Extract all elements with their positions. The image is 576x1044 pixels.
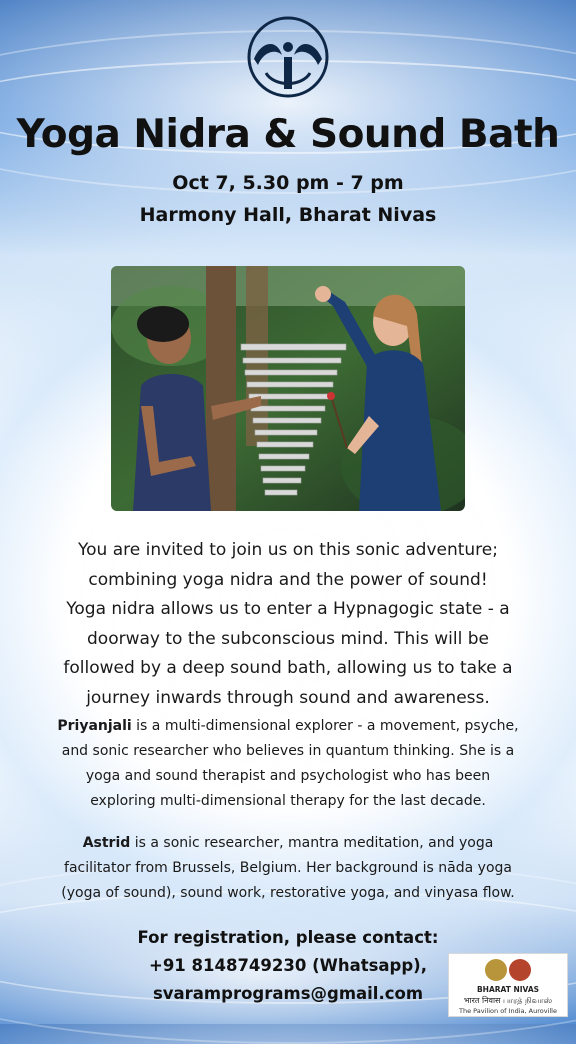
bio-line	[22, 714, 554, 739]
event-date-time: Oct 7, 5.30 pm - 7 pm	[172, 172, 404, 194]
event-title: Yoga Nidra & Sound Bath	[16, 112, 560, 157]
svaram-logo-icon	[246, 15, 330, 99]
bio-astrid	[22, 831, 554, 906]
bio-line: (yoga of sound), sound work, restorative yoga, and vinyasa flow.	[61, 885, 515, 901]
badge-name: BHARAT NIVAS	[476, 985, 540, 994]
description-line: You are invited to join us on this sonic adventure;	[78, 540, 498, 560]
badge-tagline: The Pavilion of India, Auroville	[459, 1007, 557, 1015]
bio-line	[22, 831, 554, 856]
bio-line: yoga and sound therapist and psychologist who has been	[85, 768, 491, 784]
description-line: journey inwards through sound and awareness.	[86, 687, 490, 708]
badge-dot-icon	[485, 959, 507, 981]
description-line: Yoga nidra allows us to enter a Hypnagogic state - a	[66, 599, 510, 619]
contact-email[interactable]: svaramprograms@gmail.com	[152, 984, 424, 1003]
registration-contact	[112, 924, 464, 1008]
contact-heading: For registration, please contact:	[137, 928, 439, 947]
badge-logo-icon	[449, 959, 567, 983]
bharat-nivas-badge	[448, 953, 568, 1017]
contact-phone[interactable]: +91 8148749230 (Whatsapp),	[149, 956, 427, 975]
description-line: combining yoga nidra and the power of sound!	[88, 569, 488, 590]
bio-text: is a multi-dimensional explorer - a movement, psyche,	[131, 718, 519, 734]
description-line: doorway to the subconscious mind. This will be	[87, 628, 489, 649]
bio-line: and sonic researcher who believes in quantum thinking. She is a	[61, 743, 515, 759]
bio-priyanjali	[22, 714, 554, 814]
badge-dot-icon	[509, 959, 531, 981]
event-description	[28, 536, 548, 713]
badge-scripts: भारत निवास பாரத் நிவாஸ்	[463, 996, 553, 1005]
bio-line: exploring multi-dimensional therapy for the last decade.	[90, 793, 486, 809]
facilitators-photo	[111, 266, 465, 511]
bio-name: Astrid	[82, 835, 131, 851]
bio-text: is a sonic researcher, mantra meditation, and yoga	[130, 835, 494, 851]
bio-line: facilitator from Brussels, Belgium. Her background is nāda yoga	[64, 860, 512, 876]
bio-name: Priyanjali	[57, 718, 132, 734]
event-venue: Harmony Hall, Bharat Nivas	[139, 204, 437, 226]
description-line: followed by a deep sound bath, allowing us to take a	[63, 658, 513, 678]
